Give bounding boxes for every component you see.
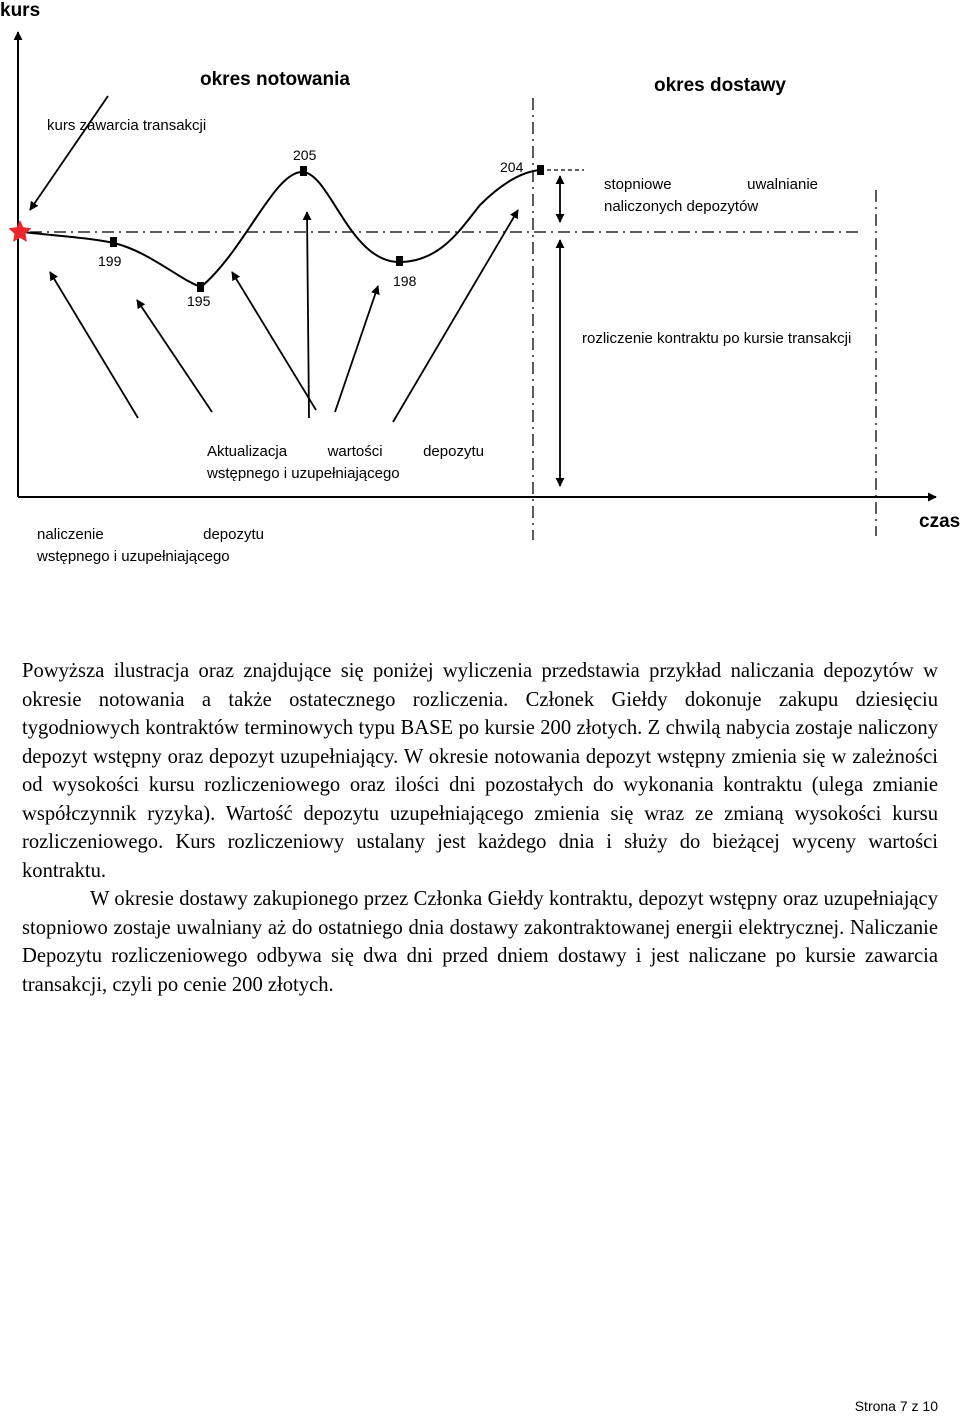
deposit-update-line-2: wstępnego i uzupełniającego: [207, 465, 400, 482]
trade-price-arrow: [30, 96, 108, 210]
deposit-release-word-2: uwalnianie: [747, 176, 818, 193]
deposit-charge-word-2: depozytu: [203, 526, 264, 543]
settlement-label: rozliczenie kontraktu po kursie transakcji: [582, 330, 852, 347]
update-arrow-2: [137, 300, 212, 412]
deposit-charge-word-1: naliczenie: [37, 526, 104, 543]
deposit-update-word-3: depozytu: [423, 443, 484, 460]
deposit-release-word-1: stopniowe: [604, 176, 672, 193]
deposit-update-word-2: wartości: [327, 443, 383, 460]
deposit-update-label: [207, 441, 484, 485]
update-arrow-5: [335, 286, 378, 412]
paragraph-1: Powyższa ilustracja oraz znajdujące się poniżej wyliczenia przedstawia przykład naliczania depozytów w okresie notowania a także ostatecznego rozliczenia. Członek Giełdy dokonuje zakupu dziesięciu tygodniowych kontraktów terminowych typu BASE po kursie 200 złotych. Z chwilą nabycia zostaje naliczony depozyt wstępny oraz depozyt uzupełniający. W okresie notowania depozyt wstępny zmienia się w zależności od wysokości kursu rozliczeniowego oraz ilości dni pozostałych do wykonania kontraktu (ulega zmianie współczynnik ryzyka). Wartość depozytu uzupełniającego zmienia się wraz ze zmianą wysokości kursu rozliczeniowego. Kurs rozliczeniowy ustalany jest każdego dnia i służy do bieżącej wyceny wartości kontraktu.: [22, 660, 938, 882]
delivery-period-label: okres dostawy: [654, 75, 786, 96]
x-axis-label: czas: [919, 511, 960, 532]
quotation-period-label: okres notowania: [200, 69, 350, 90]
deposit-update-word-1: Aktualizacja: [207, 443, 288, 460]
trade-price-label: kurs zawarcia transakcji: [47, 117, 207, 134]
deposit-release-line-2: naliczonych depozytów: [604, 198, 759, 215]
point-marker-199: [110, 237, 117, 247]
point-marker-204: [537, 165, 544, 175]
trade-star-icon: [9, 220, 32, 242]
deposit-charge-line-2: wstępnego i uzupełniającego: [37, 548, 230, 565]
y-axis-label: kurs: [0, 0, 41, 21]
point-marker-205: [300, 166, 307, 176]
point-marker-198: [396, 256, 403, 266]
point-label-198: 198: [393, 273, 417, 289]
price-deposit-diagram: [0, 0, 960, 600]
point-label-204: 204: [500, 159, 524, 175]
diagram-graphics: [0, 0, 960, 600]
page-number: Strona 7 z 10: [854, 1398, 938, 1414]
update-arrow-6: [393, 210, 518, 422]
point-label-199: 199: [98, 253, 122, 269]
point-label-205: 205: [293, 147, 317, 163]
point-label-195: 195: [187, 293, 211, 309]
body-text: [22, 657, 938, 999]
update-arrow-3: [232, 272, 316, 410]
paragraph-2: W okresie dostawy zakupionego przez Członka Giełdy kontraktu, depozyt wstępny oraz uzupełniający stopniowo zostaje uwalniany aż do ostatniego dnia dostawy zakontraktowanej energii elektrycznej. Naliczanie Depozytu rozliczeniowego odbywa się dwa dni przed dniem dostawy i jest naliczane po kursie zawarcia transakcji, czyli po cenie 200 złotych.: [22, 888, 938, 996]
update-arrow-4: [307, 212, 309, 418]
update-arrow-1: [50, 272, 138, 418]
deposit-release-label: [604, 174, 818, 218]
deposit-charge-label: [37, 524, 264, 568]
